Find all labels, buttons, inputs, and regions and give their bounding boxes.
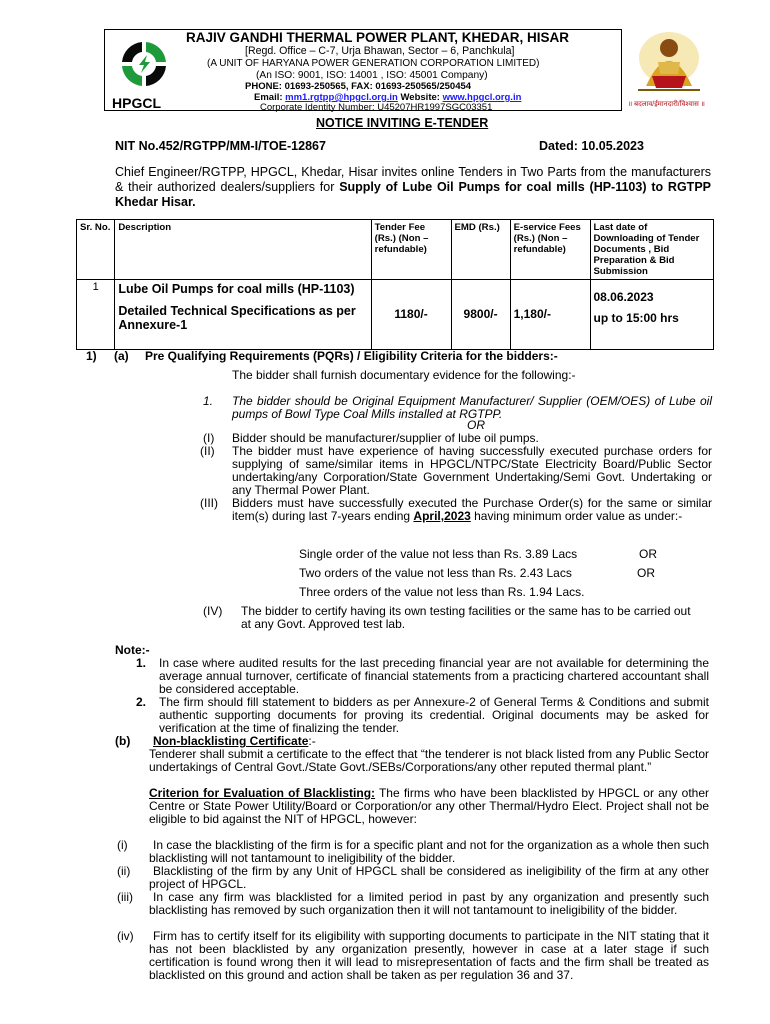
or-single: OR — [639, 547, 657, 561]
table-row — [77, 280, 714, 350]
th-emd: EMD (Rs.) — [451, 220, 510, 280]
pqr-i-num: (I) — [203, 431, 215, 445]
org-name: RAJIV GANDHI THERMAL POWER PLANT, KHEDAR, HISAR — [186, 30, 570, 45]
tender-table — [76, 219, 714, 350]
pqr-item1-num: 1. — [203, 394, 214, 408]
pqr-intro: The bidder shall furnish documentary evidence for the following:- — [232, 368, 576, 382]
th-last-date: Last date of Downloading of Tender Documents , Bid Preparation & Bid Submission — [590, 220, 714, 280]
temple-figure-icon — [628, 28, 710, 98]
th-tender-fee: Tender Fee (Rs.) (Non – refundable) — [371, 220, 451, 280]
item-name: Lube Oil Pumps for coal mills (HP-1103) — [118, 282, 355, 296]
th-description: Description — [115, 220, 371, 280]
iso-line: (An ISO: 9001, ISO: 14001 , ISO: 45001 Company) — [256, 70, 488, 81]
section-number: 1) — [86, 349, 97, 363]
right-caption: ॥ बदलाव/ईमानदारी/विश्वास ॥ — [628, 101, 705, 108]
table-header-row — [77, 220, 714, 280]
note1-num: 1. — [136, 656, 147, 670]
bl-iv-num: (iv) — [117, 929, 134, 943]
unit-of: (A UNIT OF HARYANA POWER GENERATION CORPORATION LIMITED) — [207, 58, 540, 69]
subsection-b: (b) — [115, 734, 131, 748]
single-order: Single order of the value not less than Rs. 3.89 Lacs — [299, 547, 578, 561]
bl-i: In case the blacklisting of the firm is for a specific plant and not for the organization as a whole then such blacklisting will not tantamount to ineligibility of the bidder. — [149, 838, 709, 865]
note2: The firm should fill statement to bidders as per Annexure-2 of General Terms & Conditions and submit authentic supporting documents for proving its credential. Original documents may be asked for verification at the time of finalizing the tender. — [159, 695, 709, 735]
pqr-iv-num: (IV) — [203, 604, 223, 618]
criterion-para: Criterion for Evaluation of Blacklisting: The firms who have been blacklisted by HPGCL or any other Centre or State Power Utility/Board or Corporation/or any other Thermal/Hydro Elect. Project shall not be eligible to bid against the NIT of HPGCL, however: — [149, 786, 710, 826]
cin-line: Corporate Identity Number: U45207HR1997SGC03351 — [260, 102, 493, 113]
pqr-iii: Bidders must have successfully executed the Purchase Order(s) for the same or similar item(s) during last 7-years ending April,2023 having minimum order value as under:- — [232, 496, 712, 523]
bl-ii: Blacklisting of the firm by any Unit of HPGCL shall be considered as ineligibility of the firm at any other project of HPGCL. — [149, 864, 709, 891]
nit-number: NIT No.452/RGTPP/MM-I/TOE-12867 — [115, 139, 326, 153]
bl-iii: In case any firm was blacklisted for a limited period in past by any organization and presently such blacklisting has removed by such organization then it will not tantamount to ineligibility of the bidder. — [149, 890, 709, 917]
pqr-iv: The bidder to certify having its own testing facilities or the same has to be carried out at any Govt. Approved test lab. — [241, 604, 691, 631]
bl-i-num: (i) — [117, 838, 128, 852]
or-label: OR — [467, 418, 485, 432]
th-eservice-fee: E-service Fees (Rs.) (Non – refundable) — [510, 220, 590, 280]
cell-eservice-fee: 1,180/- — [510, 280, 590, 350]
note1: In case where audited results for the last preceding financial year are not available for determining the average annual turnover, certificate of financial statements from a practicing chartered accountant shall be considered acceptable. — [159, 656, 709, 696]
cell-tender-fee: 1180/- — [371, 280, 451, 350]
subsection-a: (a) — [114, 349, 129, 363]
nonblack-heading: Non-blacklisting Certificate:- — [153, 734, 316, 748]
nonblack-para: Tenderer shall submit a certificate to the effect that “the tenderer is not black listed from any Public Sector undertakings of Central Govt./State Govt./SEBs/Corporations/any other reputed thermal plant.” — [149, 747, 709, 774]
website-link[interactable]: www.hpgcl.org.in — [442, 92, 522, 103]
pqr-ii: The bidder must have experience of having successfully executed purchase orders for supplying of same/similar items in HPGCL/NTPC/State Electricity Board/Public Sector undertaking/any Corporation/State Government Undertaking/Semi Govt. Undertaking or any Thermal Power Plant. — [232, 444, 712, 497]
nit-date: Dated: 10.05.2023 — [539, 139, 644, 153]
cell-description — [115, 280, 371, 350]
deity-emblem — [628, 28, 710, 112]
intro-paragraph: Chief Engineer/RGTPP, HPGCL, Khedar, Hisar invites online Tenders in Two Parts from the manufacturers & their authorized dealers/suppliers for Supply of Lube Oil Pumps for coal mills (HP-1103) to RGTPP Khedar Hisar. — [115, 165, 711, 209]
or-two: OR — [637, 566, 655, 580]
note-label: Note:- — [115, 643, 150, 657]
bl-iv: Firm has to certify itself for its eligibility with supporting documents to participate in the NIT stating that it has not been blacklisted by any organization presently, however in case at a later stage if such certification is found wrong then it will lead to misrepresentation of facts and the firm shall be treated as blacklisted on this ground and action shall be taken as per regulation 36 and 37. — [149, 929, 709, 982]
cell-emd: 9800/- — [451, 280, 510, 350]
two-orders: Two orders of the value not less than Rs. 2.43 Lacs — [299, 566, 572, 580]
three-orders: Three orders of the value not less than Rs. 1.94 Lacs. — [299, 585, 585, 599]
notice-title: NOTICE INVITING E-TENDER — [316, 116, 489, 130]
pqr-iii-num: (III) — [200, 496, 218, 510]
note2-num: 2. — [136, 695, 147, 709]
cell-sr: 1 — [77, 280, 115, 350]
pqr-item1: The bidder should be Original Equipment Manufacturer/ Supplier (OEM/OES) of Lube oil pumps of Bowl Type Coal Mills installed at RGTPP. — [232, 394, 712, 421]
regd-office: [Regd. Office – C-7, Urja Bhawan, Sector – 6, Panchkula] — [245, 45, 515, 57]
cell-last-date: 08.06.2023 up to 15:00 hrs — [590, 280, 714, 350]
email-line: Email: mm1.rgtpp@hpgcl.org.in Website: www.hpgcl.org.in — [254, 92, 522, 103]
bl-iii-num: (iii) — [117, 890, 133, 904]
phone-line: PHONE: 01693-250565, FAX: 01693-250565/250454 — [245, 81, 472, 92]
item-spec: Detailed Technical Specifications as per Annexure-1 — [118, 304, 356, 332]
email-link[interactable]: mm1.rgtpp@hpgcl.org.in — [285, 92, 398, 103]
pqr-ii-num: (II) — [200, 444, 215, 458]
pqr-heading: Pre Qualifying Requirements (PQRs) / Eligibility Criteria for the bidders:- — [145, 349, 558, 363]
bl-ii-num: (ii) — [117, 864, 131, 878]
logo-text: HPGCL — [112, 95, 161, 111]
th-sr: Sr. No. — [77, 220, 115, 280]
pqr-i: Bidder should be manufacturer/supplier of lube oil pumps. — [232, 431, 539, 445]
